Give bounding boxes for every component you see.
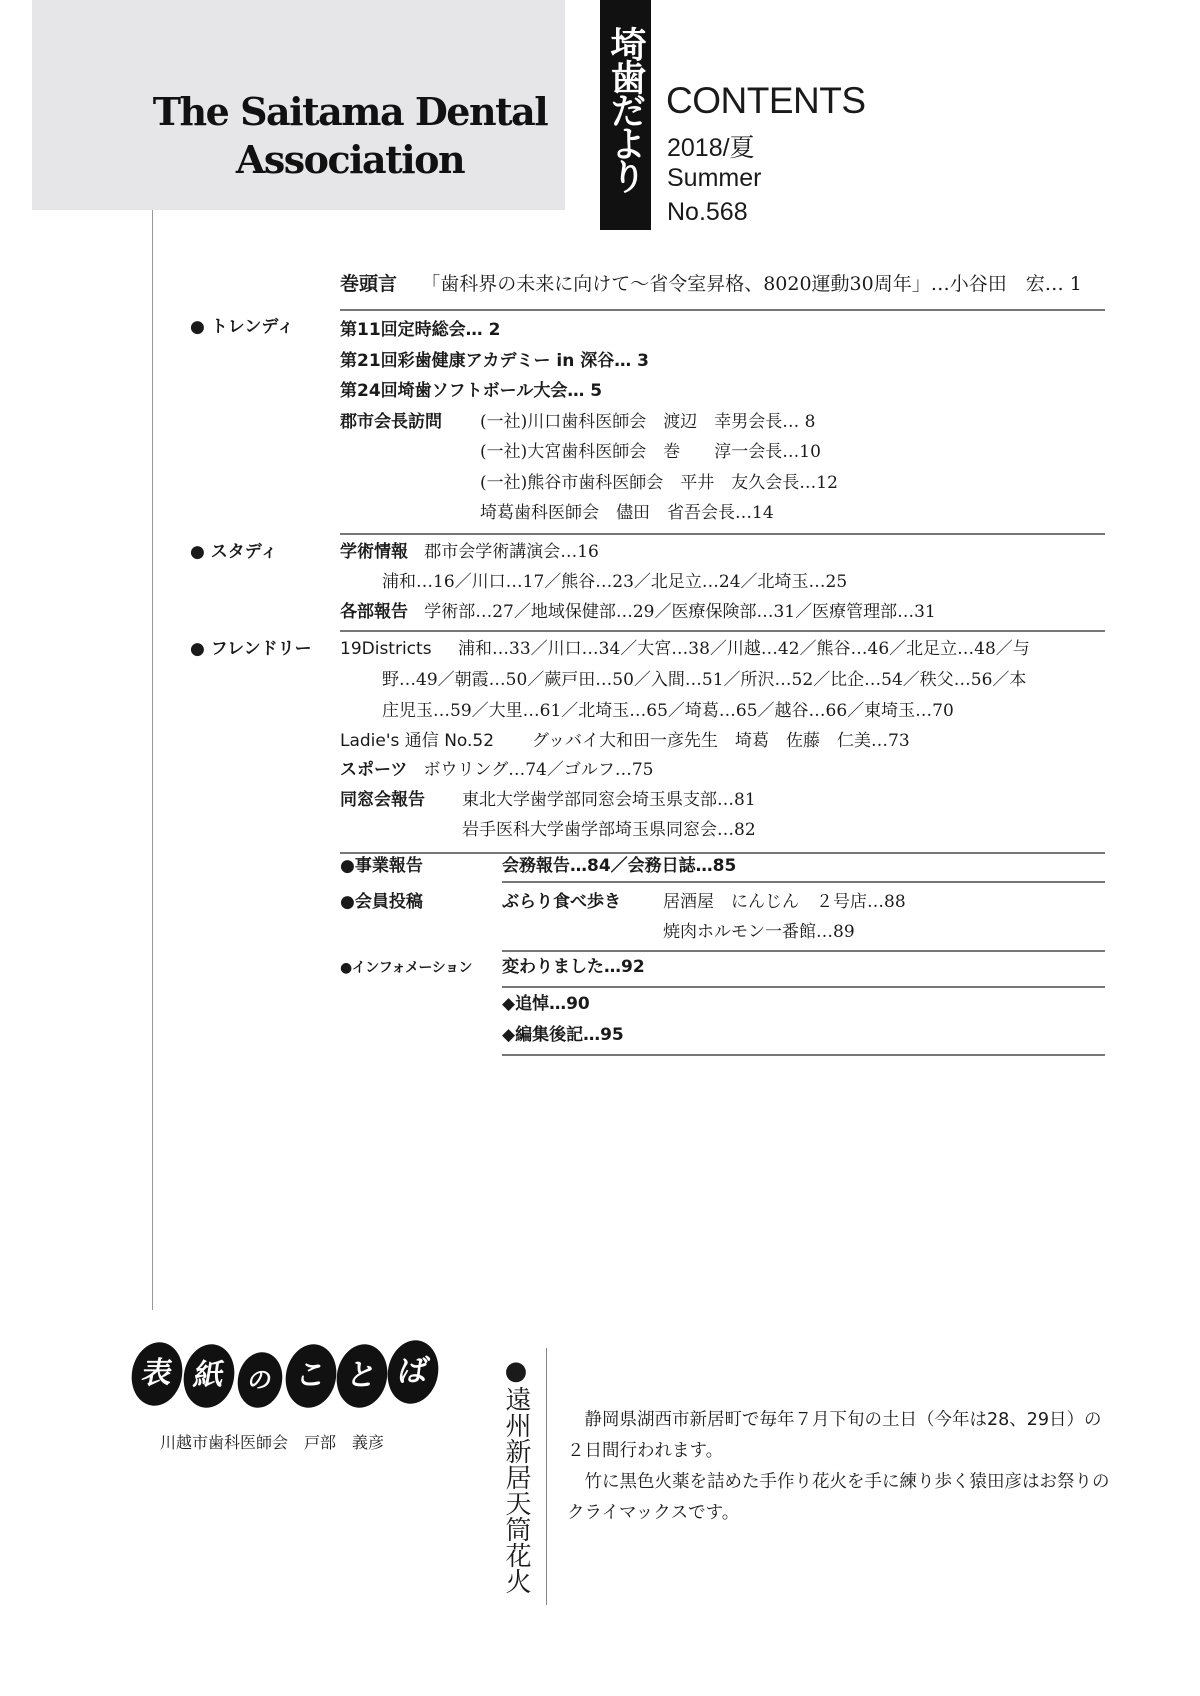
association-line-1: The Saitama Dental bbox=[152, 89, 548, 134]
issue-number: No.568 bbox=[667, 198, 748, 226]
toc-item[interactable]: 居酒屋 にんじん ２号店…88 bbox=[663, 892, 906, 912]
toc-item[interactable]: 第21回彩歯健康アカデミー in 深谷… 3 bbox=[340, 351, 650, 371]
toc-item[interactable]: 第11回定時総会… 2 bbox=[340, 320, 501, 340]
toc-item[interactable]: 岩手医科大学歯学部埼玉県同窓会…82 bbox=[462, 820, 756, 840]
issue-season: Summer bbox=[667, 164, 762, 192]
cover-title-char: ば bbox=[382, 1336, 444, 1409]
alumni-label: 同窓会報告 bbox=[340, 790, 425, 810]
districts-label: 19Districts bbox=[340, 639, 432, 659]
toc-item[interactable]: ボウリング…74／ゴルフ…75 bbox=[423, 760, 654, 780]
toc-item[interactable]: 浦和…33／川口…34／大宮…38／川越…42／熊谷…46／北足立…48／与 bbox=[458, 639, 1030, 659]
member-label: ぶらり食べ歩き bbox=[502, 892, 621, 912]
sports-row bbox=[340, 760, 653, 780]
journal-title-bar bbox=[600, 0, 651, 230]
divider bbox=[502, 881, 1105, 883]
divider bbox=[340, 630, 1105, 632]
margin-rule bbox=[152, 210, 153, 1310]
cover-title-char: 紙 bbox=[178, 1340, 240, 1413]
divider bbox=[340, 309, 1105, 311]
toc-item[interactable]: 会務報告…84／会務日誌…85 bbox=[502, 856, 737, 876]
foreword-text[interactable]: 「歯科界の未来に向けて～省令室昇格、8020運動30周年」…小谷田 宏… 1 bbox=[421, 273, 1082, 295]
divider bbox=[502, 1054, 1105, 1056]
section-business: ●事業報告 bbox=[340, 856, 423, 876]
foreword-row bbox=[340, 274, 1082, 294]
section-study: ● スタディ bbox=[190, 542, 278, 562]
cover-title-char: 表 bbox=[126, 1338, 188, 1411]
association-line-2: Association bbox=[235, 137, 465, 182]
academic-row bbox=[340, 542, 599, 562]
contents-heading: CONTENTS bbox=[666, 80, 866, 121]
ladies-row bbox=[340, 731, 910, 751]
issue-date: 2018/夏 bbox=[667, 134, 755, 162]
dept-row bbox=[340, 602, 936, 622]
divider bbox=[340, 852, 1105, 854]
section-info: ●インフォメーション bbox=[340, 960, 472, 976]
section-friendly: ● フレンドリー bbox=[190, 639, 312, 659]
cover-vertical-title: ●遠州新居天筒花火 bbox=[501, 1356, 531, 1594]
toc-item[interactable]: ◆編集後記…95 bbox=[502, 1025, 624, 1045]
cover-author: 川越市歯科医師会 戸部 義彦 bbox=[160, 1433, 385, 1452]
toc-item[interactable]: (一社)大宮歯科医師会 巻 淳一会長…10 bbox=[480, 442, 821, 462]
toc-item[interactable]: 庄児玉…59／大里…61／北埼玉…65／埼葛…65／越谷…66／東埼玉…70 bbox=[382, 701, 954, 721]
cover-paragraph: 静岡県湖西市新居町で毎年７月下旬の土日（今年は28、29日）の２日間行われます。 bbox=[567, 1410, 1102, 1461]
toc-item[interactable]: 焼肉ホルモン一番館…89 bbox=[663, 922, 855, 942]
cover-divider bbox=[546, 1348, 547, 1605]
section-member: ●会員投稿 bbox=[340, 892, 423, 912]
association-name bbox=[150, 88, 550, 184]
section-trendy: ● トレンディ bbox=[190, 317, 294, 337]
cover-paragraph: 竹に黒色火薬を詰めた手作り花火を手に練り歩く猿田彦はお祭りのクライマックスです。 bbox=[567, 1472, 1110, 1523]
cover-title-char: と bbox=[331, 1340, 393, 1413]
dept-label: 各部報告 bbox=[340, 602, 408, 622]
toc-item[interactable]: ◆追悼…90 bbox=[502, 994, 590, 1014]
toc-item[interactable]: 埼葛歯科医師会 儘田 省吾会長…14 bbox=[480, 503, 774, 523]
divider bbox=[502, 950, 1105, 952]
academic-label: 学術情報 bbox=[340, 542, 408, 562]
toc-item[interactable]: (一社)熊谷市歯科医師会 平井 友久会長…12 bbox=[480, 473, 838, 493]
toc-item[interactable]: 郡市会学術講演会…16 bbox=[424, 542, 599, 562]
toc-item[interactable]: 第24回埼歯ソフトボール大会… 5 bbox=[340, 381, 603, 401]
foreword-label: 巻頭言 bbox=[340, 273, 398, 295]
toc-item[interactable]: 変わりました…92 bbox=[502, 957, 645, 977]
toc-item[interactable]: グッバイ大和田一彦先生 埼葛 佐藤 仁美…73 bbox=[531, 731, 910, 751]
cover-title-char: の bbox=[233, 1348, 288, 1412]
ladies-number: No.52 bbox=[444, 731, 495, 751]
toc-item[interactable]: 学術部…27／地域保健部…29／医療保険部…31／医療管理部…31 bbox=[424, 602, 936, 622]
divider bbox=[502, 986, 1105, 988]
ladies-label: Ladie's 通信 bbox=[340, 731, 439, 751]
sports-label: スポーツ bbox=[340, 760, 408, 780]
journal-title: 埼歯だより bbox=[605, 26, 646, 191]
toc-item[interactable]: (一社)川口歯科医師会 渡辺 幸男会長… 8 bbox=[480, 412, 816, 432]
cover-title-char: こ bbox=[280, 1340, 342, 1413]
visit-label: 郡市会長訪問 bbox=[340, 412, 442, 432]
toc-item[interactable]: 野…49／朝霞…50／蕨戸田…50／入間…51／所沢…52／比企…54／秩父…56／本 bbox=[382, 670, 1027, 690]
toc-item[interactable]: 東北大学歯学部同窓会埼玉県支部…81 bbox=[462, 790, 756, 810]
divider bbox=[340, 533, 1105, 535]
toc-item[interactable]: 浦和…16／川口…17／熊谷…23／北足立…24／北埼玉…25 bbox=[382, 572, 848, 592]
